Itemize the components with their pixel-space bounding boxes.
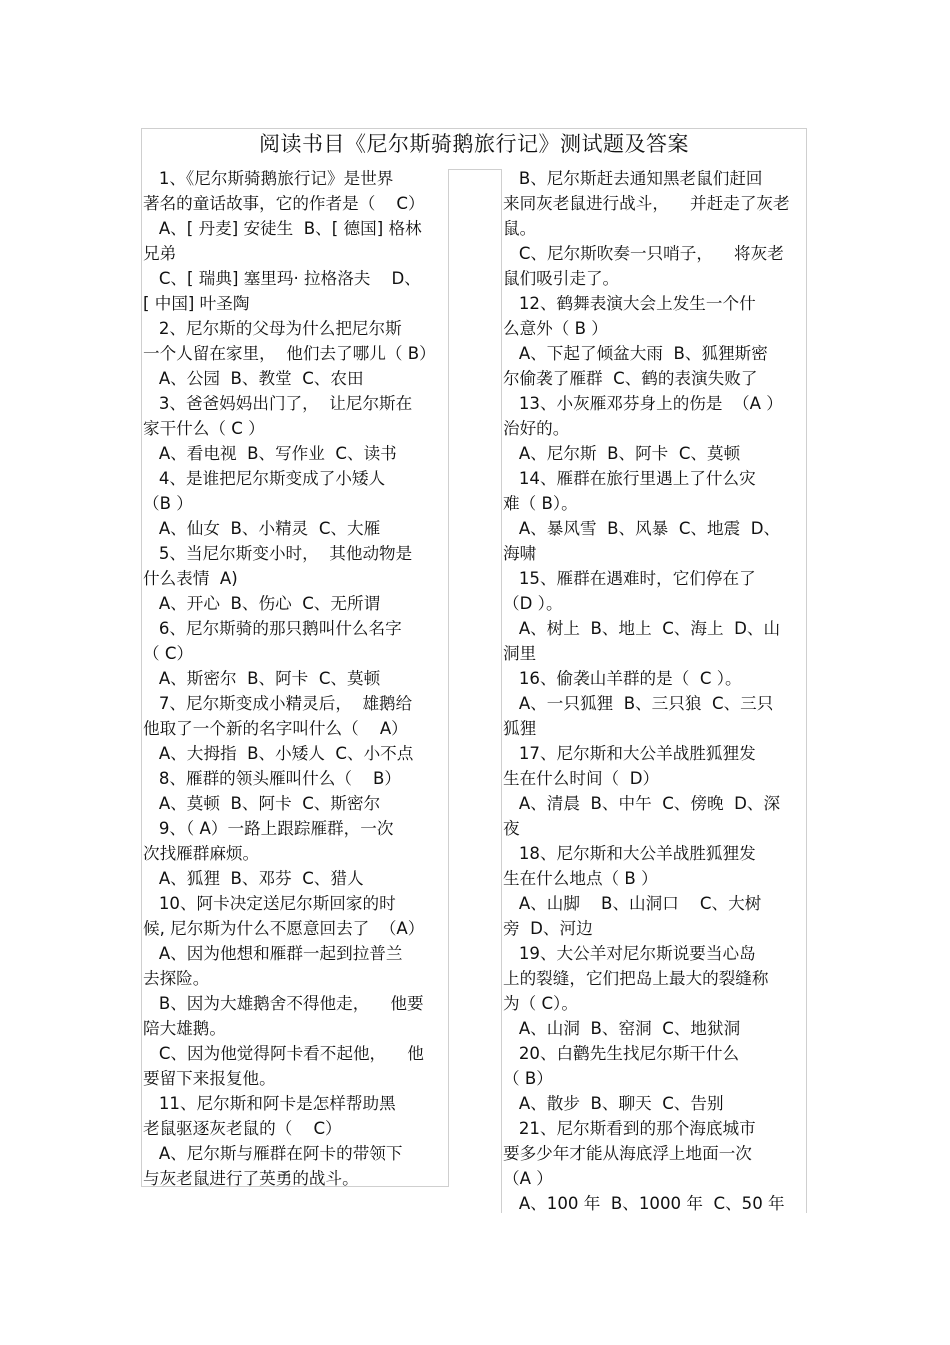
column-divider-left bbox=[448, 169, 449, 1186]
text-line: A、树上 B、地上 C、海上 D、山 bbox=[503, 619, 781, 638]
text-line: 治好的。 bbox=[503, 419, 570, 438]
text-line: 1、《尼尔斯骑鹅旅行记》是世界 bbox=[143, 169, 394, 188]
text-line: 老鼠驱逐灰老鼠的（ C） bbox=[143, 1119, 342, 1138]
text-line: 18、尼尔斯和大公羊战胜狐狸发 bbox=[503, 844, 756, 863]
text-line: A、尼尔斯与雁群在阿卡的带领下 bbox=[143, 1144, 403, 1163]
text-line: 家干什么（ C ） bbox=[143, 419, 265, 438]
text-line: 为（ C）。 bbox=[503, 994, 578, 1013]
text-line: B、因为大雄鹅舍不得他走， 他要 bbox=[143, 994, 424, 1013]
text-line: （B ） bbox=[143, 494, 193, 513]
text-line: 14、雁群在旅行里遇上了什么灾 bbox=[503, 469, 756, 488]
text-line: 21、尼尔斯看到的那个海底城市 bbox=[503, 1119, 756, 1138]
text-line: （ B） bbox=[503, 1069, 553, 1088]
text-line: 要留下来报复他。 bbox=[143, 1069, 276, 1088]
text-line: 上的裂缝，它们把岛上最大的裂缝称 bbox=[503, 969, 769, 988]
text-line: A、狐狸 B、邓芬 C、猎人 bbox=[143, 869, 364, 888]
text-line: 与灰老鼠进行了英勇的战斗。 bbox=[143, 1169, 359, 1188]
text-line: A、清晨 B、中午 C、傍晚 D、深 bbox=[503, 794, 781, 813]
text-line: 12、鹤舞表演大会上发生一个什 bbox=[503, 294, 756, 313]
text-line: 2、尼尔斯的父母为什么把尼尔斯 bbox=[143, 319, 402, 338]
text-line: B、尼尔斯赶去通知黑老鼠们赶回 bbox=[503, 169, 763, 188]
text-line: 生在什么时间（ D） bbox=[503, 769, 660, 788]
text-line: 去探险。 bbox=[143, 969, 210, 988]
text-line: A、看电视 B、写作业 C、读书 bbox=[143, 444, 397, 463]
text-line: 次找雁群麻烦。 bbox=[143, 844, 260, 863]
text-line: 5、当尼尔斯变小时， 其他动物是 bbox=[143, 544, 413, 563]
text-line: A、莫顿 B、阿卡 C、斯密尔 bbox=[143, 794, 381, 813]
text-line: 10、阿卡决定送尼尔斯回家的时 bbox=[143, 894, 396, 913]
text-line: A、下起了倾盆大雨 B、狐狸斯密 bbox=[503, 344, 768, 363]
text-line: 么意外（ B ） bbox=[503, 319, 608, 338]
text-line: 9、（ A）一路上跟踪雁群，一次 bbox=[143, 819, 394, 838]
frame-right-border bbox=[806, 128, 807, 1213]
text-line: A、仙女 B、小精灵 C、大雁 bbox=[143, 519, 381, 538]
text-line: A、山洞 B、窑洞 C、地狱洞 bbox=[503, 1019, 741, 1038]
text-line: 鼠们吸引走了。 bbox=[503, 269, 620, 288]
text-line: 他取了一个新的名字叫什么（ A） bbox=[143, 719, 408, 738]
left-column bbox=[143, 166, 447, 1191]
text-line: 13、小灰雁邓芬身上的伤是 （A ） bbox=[503, 394, 783, 413]
text-line: 海啸 bbox=[503, 544, 537, 563]
text-line: 20、白鹳先生找尼尔斯干什么 bbox=[503, 1044, 740, 1063]
text-line: （D ）。 bbox=[503, 594, 563, 613]
text-line: A、斯密尔 B、阿卡 C、莫顿 bbox=[143, 669, 381, 688]
text-line: 要多少年才能从海底浮上地面一次 bbox=[503, 1144, 752, 1163]
text-line: A、尼尔斯 B、阿卡 C、莫顿 bbox=[503, 444, 741, 463]
text-line: A、暴风雪 B、风暴 C、地震 D、 bbox=[503, 519, 781, 538]
text-line: 尔偷袭了雁群 C、鹤的表演失败了 bbox=[503, 369, 758, 388]
text-line: C、因为他觉得阿卡看不起他， 他 bbox=[143, 1044, 424, 1063]
text-line: 3、爸爸妈妈出门了， 让尼尔斯在 bbox=[143, 394, 413, 413]
text-line: 来同灰老鼠进行战斗， 并赶走了灰老 bbox=[503, 194, 790, 213]
text-line: [ 中国] 叶圣陶 bbox=[143, 294, 250, 313]
text-line: A、大拇指 B、小矮人 C、小不点 bbox=[143, 744, 414, 763]
text-line: 4、是谁把尼尔斯变成了小矮人 bbox=[143, 469, 386, 488]
text-line: 15、雁群在遇难时，它们停在了 bbox=[503, 569, 756, 588]
text-line: 17、尼尔斯和大公羊战胜狐狸发 bbox=[503, 744, 756, 763]
text-line: 生在什么地点（ B ） bbox=[503, 869, 658, 888]
text-line: 旁 D、河边 bbox=[503, 919, 593, 938]
text-line: 8、雁群的领头雁叫什么（ B） bbox=[143, 769, 401, 788]
text-line: A、因为他想和雁群一起到拉普兰 bbox=[143, 944, 403, 963]
text-line: 19、大公羊对尼尔斯说要当心岛 bbox=[503, 944, 756, 963]
page-title: 阅读书目《尼尔斯骑鹅旅行记》测试题及答案 bbox=[259, 132, 689, 156]
text-line: 著名的童话故事，它的作者是（ C） bbox=[143, 194, 425, 213]
text-line: 什么表情 A) bbox=[143, 569, 238, 588]
text-line: 难（ B）。 bbox=[503, 494, 578, 513]
text-line: A、开心 B、伤心 C、无所谓 bbox=[143, 594, 381, 613]
text-line: （A ） bbox=[503, 1169, 553, 1188]
text-line: （ C） bbox=[143, 644, 194, 663]
text-line: 11、尼尔斯和阿卡是怎样帮助黑 bbox=[143, 1094, 396, 1113]
text-line: A、100 年 B、1000 年 C、50 年 bbox=[503, 1194, 785, 1213]
text-line: 陪大雄鹅。 bbox=[143, 1019, 226, 1038]
text-line: 鼠。 bbox=[503, 219, 537, 238]
column-divider-right bbox=[501, 169, 502, 1213]
text-line: A、公园 B、教堂 C、农田 bbox=[143, 369, 364, 388]
text-line: 洞里 bbox=[503, 644, 537, 663]
text-line: 兄弟 bbox=[143, 244, 177, 263]
right-column bbox=[503, 166, 805, 1216]
text-line: C、尼尔斯吹奏一只哨子， 将灰老 bbox=[503, 244, 784, 263]
text-line: A、山脚 B、山洞口 C、大树 bbox=[503, 894, 762, 913]
text-line: 7、尼尔斯变成小精灵后， 雄鹅给 bbox=[143, 694, 413, 713]
text-line: A、散步 B、聊天 C、告别 bbox=[503, 1094, 724, 1113]
text-line: 狐狸 bbox=[503, 719, 537, 738]
text-line: 候, 尼尔斯为什么不愿意回去了 （A） bbox=[143, 919, 425, 938]
text-line: 16、偷袭山羊群的是（ C ）。 bbox=[503, 669, 742, 688]
text-line: 一个人留在家里， 他们去了哪儿（ B） bbox=[143, 344, 436, 363]
text-line: 6、尼尔斯骑的那只鹅叫什么名字 bbox=[143, 619, 402, 638]
column-divider-top bbox=[448, 169, 501, 170]
text-line: A、一只狐狸 B、三只狼 C、三只 bbox=[503, 694, 774, 713]
text-line: C、[ 瑞典] 塞里玛· 拉格洛夫 D、 bbox=[143, 269, 421, 288]
text-line: 夜 bbox=[503, 819, 520, 838]
text-line: A、[ 丹麦] 安徒生 B、[ 德国] 格林 bbox=[143, 219, 422, 238]
frame-left-border bbox=[141, 128, 142, 1186]
